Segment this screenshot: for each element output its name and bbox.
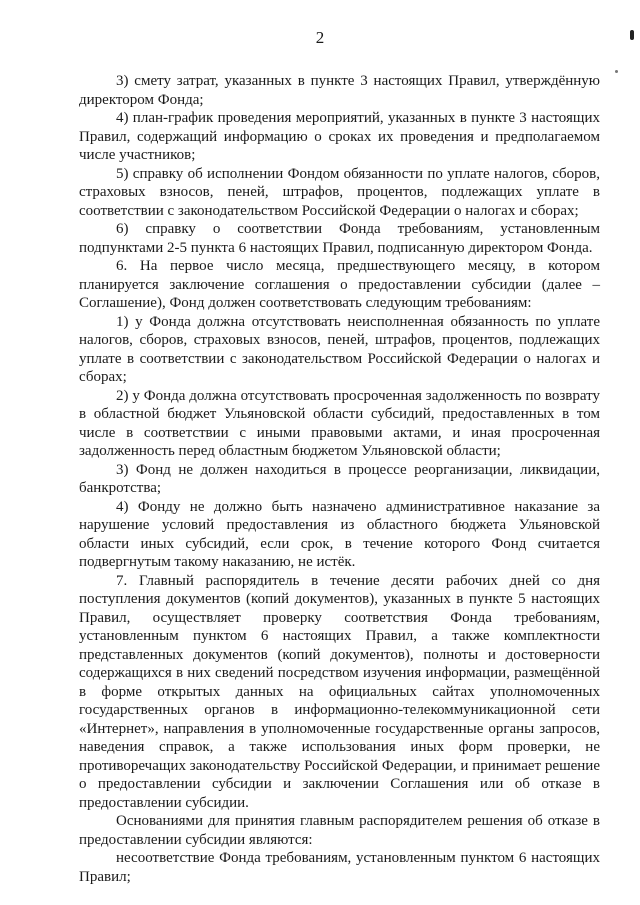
page-number: 2: [315, 28, 325, 47]
paragraph-req-1: 1) у Фонда должна отсутствовать неисполненная обязанность по уплате налогов, сборов, страховых взносов, пеней, штрафов, процентов, подлежащих уплате в соответствии с законодательством Российской Федерации о налогах и сборах;: [79, 313, 600, 385]
paragraph-spravka-nalogi: 5) справку об исполнении Фондом обязанности по уплате налогов, сборов, страховых взносов, пеней, штрафов, процентов, подлежащих уплате в соответствии с законодательством Российской Федерации о налогах и сборах;: [79, 165, 600, 219]
paragraph-smeta: 3) смету затрат, указанных в пункте 3 настоящих Правил, утверждённую директором Фонда;: [79, 73, 600, 108]
scan-speck: [615, 70, 618, 73]
document-body: [79, 72, 600, 886]
scan-mark: [630, 30, 634, 40]
paragraph-plan-grafik: 4) план-график проведения мероприятий, указанных в пункте 3 настоящих Правил, содержащий информацию о сроках их проведения и предполагаемом числе участников;: [79, 110, 600, 163]
paragraph-req-4: 4) Фонду не должно быть назначено административное наказание за нарушение условий предоставления из областного бюджета Ульяновской области иных субсидий, если срок, в течение которого Фонд считается подвергнутым такому наказанию, не истёк.: [79, 498, 600, 570]
paragraph-refusal-grounds: Основаниями для принятия главным распорядителем решения об отказе в предоставлении субсидии являются:: [79, 813, 600, 848]
paragraph-section-7: 7. Главный распорядитель в течение десяти рабочих дней со дня поступления документов (копий документов), указанных в пункте 5 настоящих Правил, осуществляет проверку соответствия Фонда требованиям, установленным пунктом 6 настоящих Правил, а также комплектности представленных документов (копий документов), полноты и достоверности содержащихся в них сведений посредством изучения информации, размещённой в форме открытых данных на официальных сайтах уполномоченных государственных органов в информационно-телекоммуникационной сети «Интернет», направления в уполномоченные государственные органы запросов, наведения справок, а также использования иных форм проверки, не противоречащих законодательству Российской Федерации, и принимает решение о предоставлении субсидии и заключении Соглашения или об отказе в предоставлении субсидии.: [79, 572, 600, 811]
paragraph-spravka-sootvetstvie: 6) справку о соответствии Фонда требованиям, установленным подпунктами 2-5 пункта 6 настоящих Правил, подписанную директором Фонда.: [79, 221, 600, 256]
paragraph-section-6: 6. На первое число месяца, предшествующего месяцу, в котором планируется заключение соглашения о предоставлении субсидии (далее – Соглашение), Фонд должен соответствовать следующим требованиям:: [79, 258, 600, 311]
paragraph-req-3: 3) Фонд не должен находиться в процессе реорганизации, ликвидации, банкротства;: [79, 461, 600, 496]
paragraph-req-2: 2) у Фонда должна отсутствовать просроченная задолженность по возврату в областной бюджет Ульяновской области субсидий, предоставленных в том числе в соответствии с иными правовыми актами, и иная просроченная задолженность перед областным бюджетом Ульяновской области;: [79, 387, 600, 459]
paragraph-refusal-item-1: несоответствие Фонда требованиям, установленным пунктом 6 настоящих Правил;: [79, 850, 600, 885]
